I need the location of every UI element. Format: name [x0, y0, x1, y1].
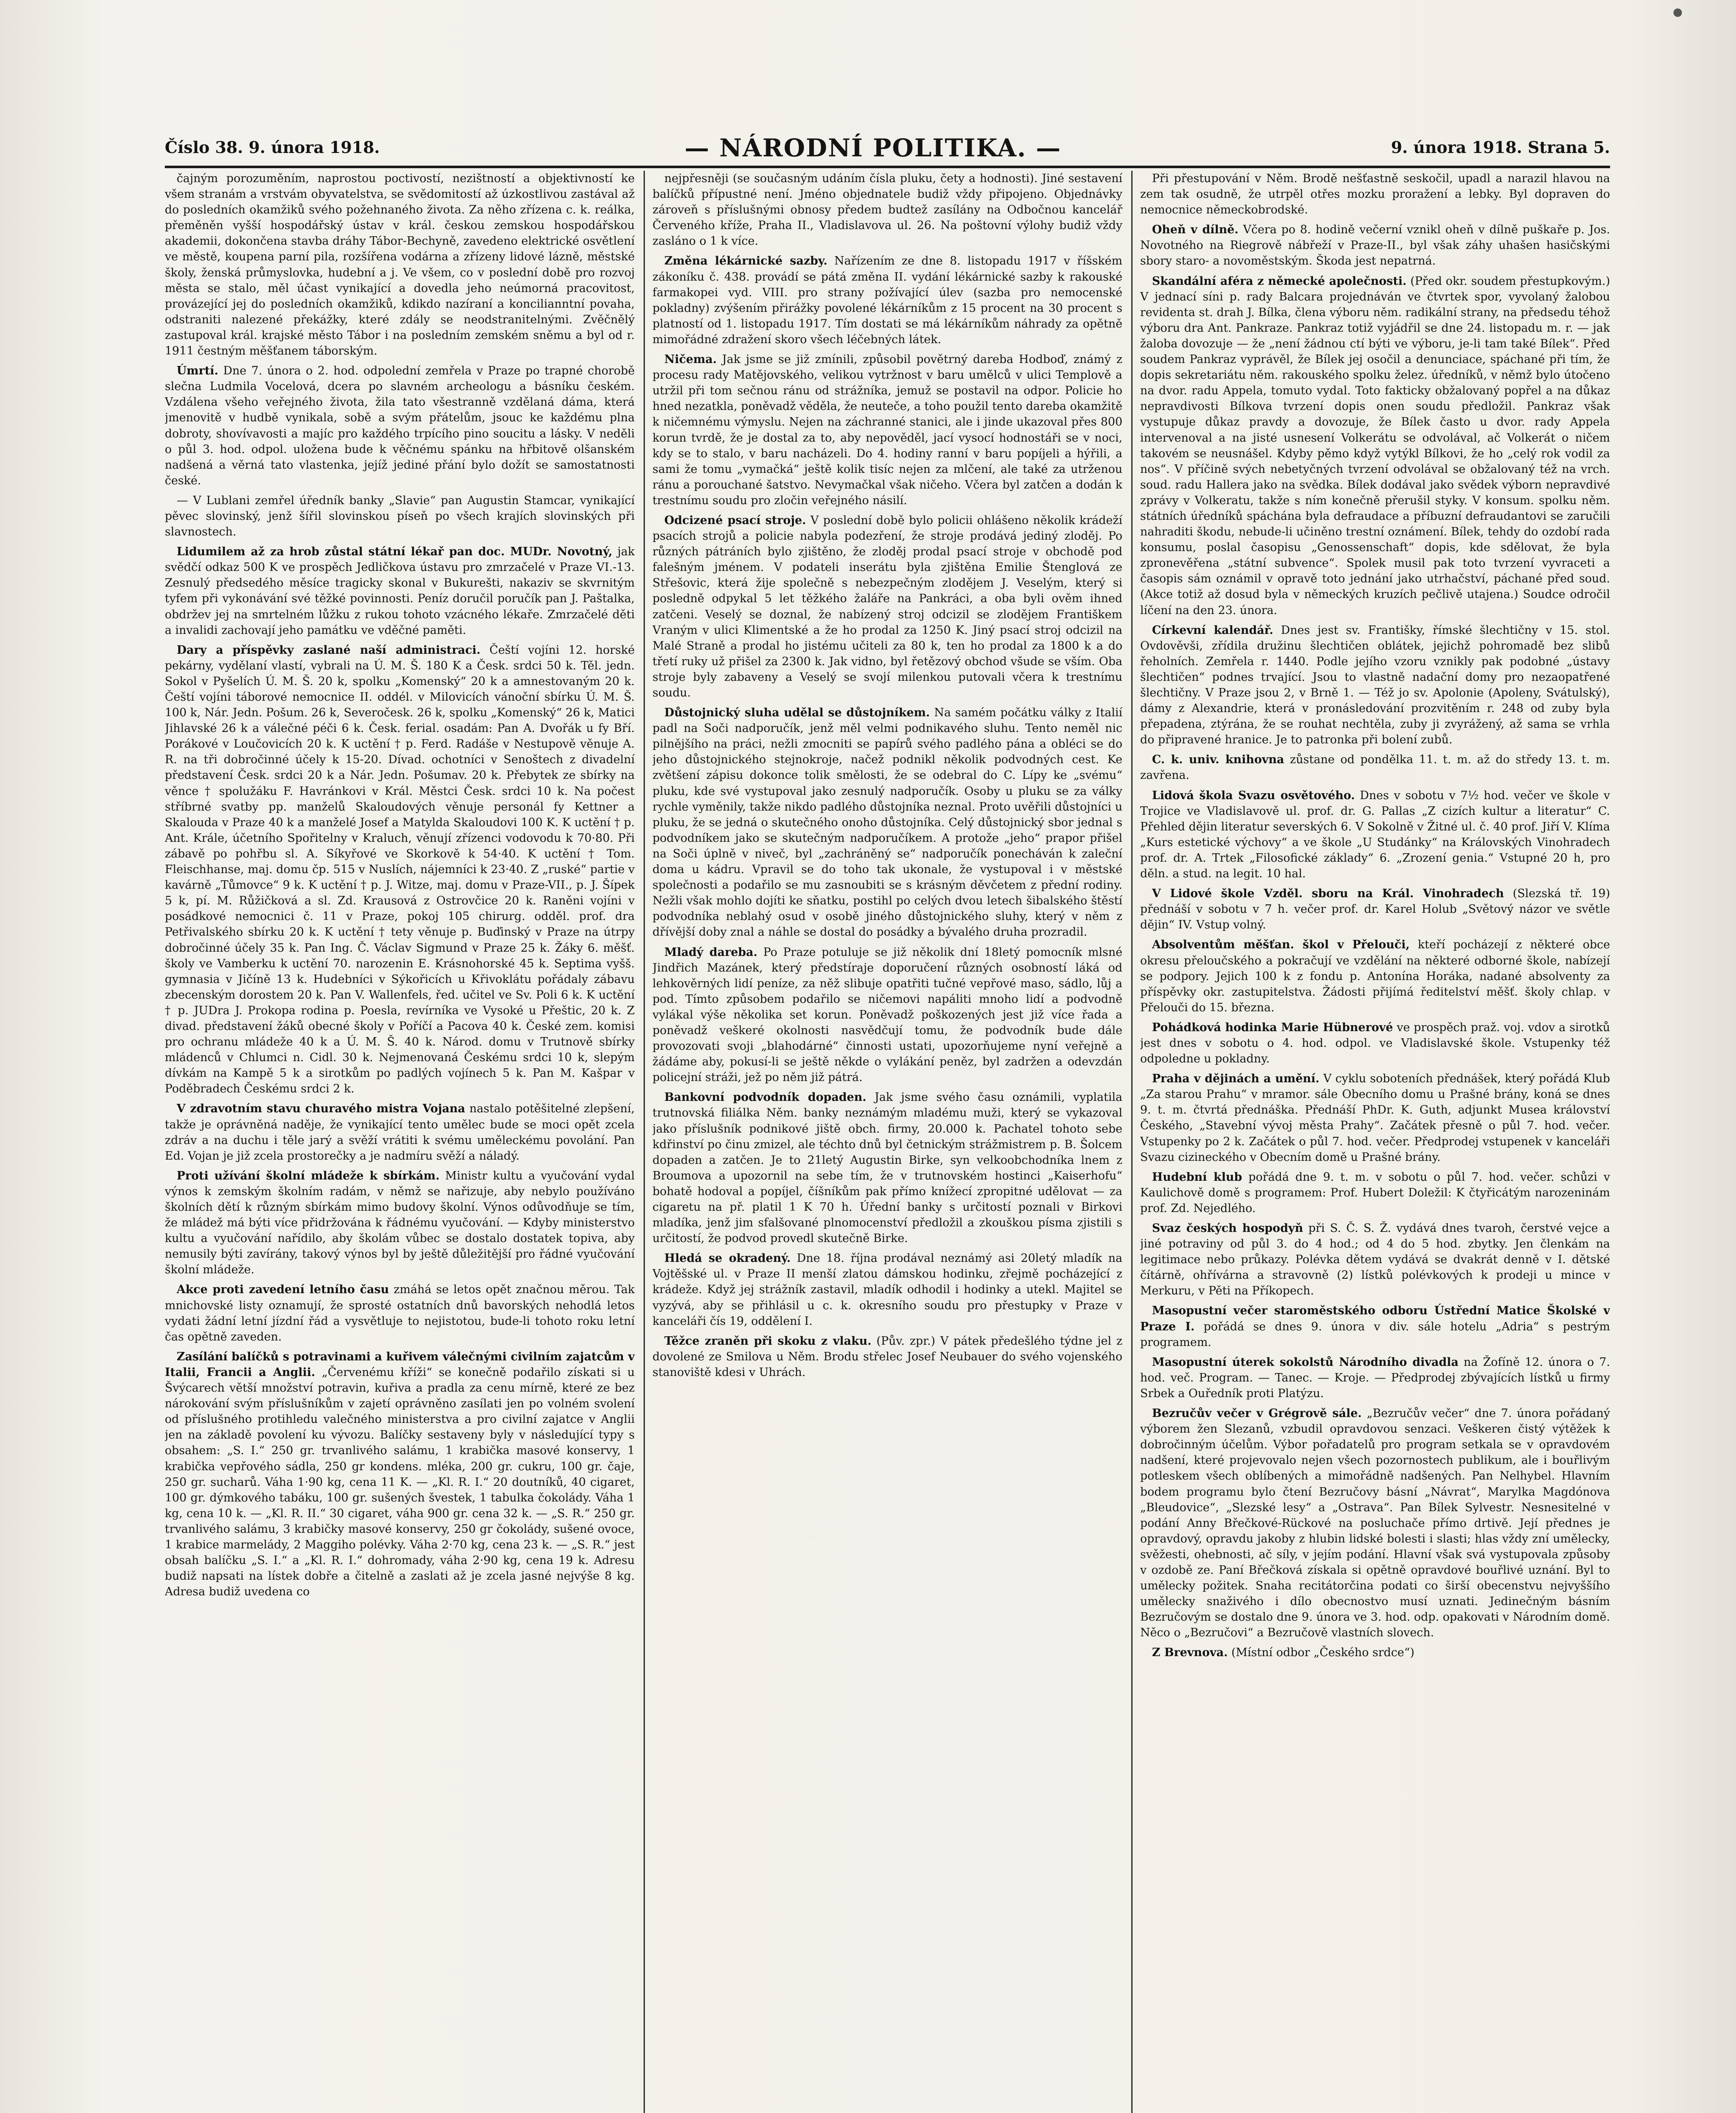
article-text: (Slezská tř. 19) přednáší v sobotu v 7 h. večer prof. dr. Karel Holub „Světový názor ve světle dějin“ IV. Vstup volný.	[1140, 887, 1610, 932]
column-1	[165, 171, 635, 2113]
article-paragraph	[652, 171, 1122, 249]
article-text: Na samém počátku války z Italií padl na Soči nadporučík, jenž měl velmi podnikavého sluhu. Tento neměl nic pilnějšího na práci, nežli zmocniti se papírů svého padlého pána a obléci se do jeho důstojnického stejnokroje, načež podnikl několik podvodných cest. Ke zvětšení zápisu dokonce tolik smělosti, že se odebral do C. Lípy ke „svému“ pluku, kde své vystupoval jako zesnulý nadporučík. Osoby u pluku se za války rychle vyměnily, takže nikdo padlého důstojníka neznal. Proto uvěřili důstojníci u pluku, že se jedná o skutečného onoho důstojníka. Celý důstojnický sbor jednal s podvodníkem jako se skutečným nadporučíkem. A protože „jeho“ prapor přišel na Soči úplně v niveč, byl „zachráněný se“ nadporučík ponecháván k zaleční doma u kádru. Vpravil se do toho tak ukonale, že vystupoval i v městské společnosti a podařilo se mu zasnoubiti se s krásným děvčetem z přední rodiny. Nežli však mohlo dojíti ke sňatku, postihl po celých dvou letech šibalského štěstí podvodníka neblahý osud v osobě jiného důstojnického sluhy, který v něm z dřívější doby znal a náhle se dostal do posádky a bývalého druha prozradil.	[652, 706, 1122, 939]
article-text: „Červenému kříži“ se konečně podařilo získati si u Švýcarech větší množství potravin, kuřiva a pradla za cenu mírně, které ze bez nárokování svým příslušníkům v zajetí oprávněno zasílati jen po volném svolení od příslušného protihledu valečného ministerstva a pro civilní zajatce v Anglii jen na základě povolení ku vývozu. Balíčky sestaveny byly v následující typy s obsahem: „S. I.“ 250 gr. trvanlivého salámu, 1 krabička masové konservy, 1 krabička vepřového sádla, 250 gr kondens. mléka, 200 gr. cukru, 100 gr. čaje, 250 gr. sucharů. Váha 1·90 kg, cena 11 K. — „Kl. R. I.“ 20 doutníků, 40 cigaret, 100 gr. dýmkového tabáku, 100 gr. sušených švestek, 1 tabulka čokolády. Váha 1 kg, cena 10 k. — „Kl. R. II.“ 30 cigaret, váha 900 gr. cena 32 k. — „S. R.“ 250 gr. trvanlivého salámu, 3 krabičky masové konservy, 250 gr čokolády, sušené ovoce, 1 krabice marmelády, 2 Maggiho polévky. Váha 2·70 kg, cena 23 k. — „S. R.“ jest obsah balíčku „S. I.“ a „Kl. R. I.“ dohromady, váha 2·90 kg, cena 19 k. Adresu budiž napsati na lístek dobře a čitelně a zaslati až je zcela jasné nejvýše 8 kg. Adresa budiž uvedena co	[165, 1365, 635, 1599]
article-heading: Církevní kalendář.	[1152, 623, 1273, 637]
article-paragraph	[652, 1089, 1122, 1246]
article-text: kteří pocházejí z některé obce okresu přeloučského a pokračují ve vzdělání na některé odborné škole, nabízejí se podpory. Jejich 100 k z fondu p. Antonína Horáka, nadané absolventy za příspěvky okr. zastupitelstva. Žádosti přijímá ředitelství měšť. školy chlap. v Přelouči do 15. března.	[1140, 938, 1610, 1014]
article-text: nastalo potěšitelné zlepšení, takže je oprávněná naděje, že vynikající tento umělec bude se moci opět zcela zdráv a na duchu i těle jarý a svěží vrátiti k svému uměleckému povolání. Pan Ed. Vojan je již zcela prostorečky a je nadmíru svěží a náladý.	[165, 1102, 635, 1163]
article-text: Čeští vojíni 12. horské pekárny, vydělaní vlastí, vybrali na Ú. M. Š. 180 K a Česk. srdci 50 k. Těl. jedn. Sokol v Pyšelích Ú. M. Š. 20 k, spolku „Komenský“ 20 k a amnestovaným 20 k. Čeští vojíni táborové nemocnice II. oddél. v Milovicích vánoční sbírku Ú. M. Š. 100 k, Nár. Jedn. Pošum. 26 k, Severočesk. 26 k, spolku „Komenský“ 26 k, Matici Jihlavské 26 k a válečné péči 6 k. Česk. ferial. osadám: Pan A. Dvořák u fy Bří. Porákové v Loučovicích 20 k. K uctění † p. Ferd. Radáše v Nestupově věnuje A. R. na tři dobročinné účely k 15-20. Dívad. ochotníci v Senoštech z divadelní představení Česk. srdci 20 k a Nár. Jedn. Pošumav. 20 k. Přebytek ze sbírky na věnce † spolužáku F. Havránkovi v Král. Městci Česk. srdci 10 k. Na počest stříbrné svatby pp. manželů Skaloudových věnuje personál fy Kettner a Skalouda v Praze 40 k a manželé Josef a Matylda Skaloudovi 100 K. K uctění † p. Ant. Krále, účetního Spořitelny v Kraluch, věnují zřízenci vodovodu k 70·80. Při zábavě po pohřbu sl. A. Síkyřové ve Skorkově k 54·40. K uctění † Tom. Fleischhanse, maj. domu čp. 515 v Nuslích, nájemníci k 23·40. Z „ruské“ partie v kavárně „Tůmovce“ 9 k. K uctění † p. J. Witze, maj. domu v Praze-VII., p. J. Šípek 5 k, pí. M. Růžičková a sl. Zd. Krausová z Ostrovčice 20 k. Raněni vojíni v posádkové nemocnici č. 11 v Praze, pokoj 105 chirurg. odděl. prof. dra Petřivalského sbírku 20 k. K uctění † tety věnuje p. Buďinský v Praze na útrpy dobročinné účely 35 k. Pan Ing. Č. Václav Sigmund v Praze 25 k. Žáky 6. měšť. školy ve Vamberku k uctění 70. narozenin E. Krásnohorské 45 k. Septima vyšš. gymnasia v Jičíně 13 k. Hudebníci v Sýkořicích u Křivoklátu pořádaly zábavu zbecenským dorostem 20 k. Pan V. Wallenfels, řed. učitel ve Sv. Poli 6 k. K uctění † p. JUDra J. Prokopa rodina p. Poesla, revírníka ve Vysoké u Přeštic, 20 k. Z divad. představení žáků obecné školy v Poříčí a Pacova 40 k. České zem. komisi pro ochranu mládeže 40 k a Ú. M. Š. 40 k. Národ. domu v Trutnově sbírky mládenců v Chlumci n. Cidl. 30 k. Nejmenovaná Českému srdci 10 k, slepým dívkám na Kampě 5 k a sirotkům po padlých vojínech 5 k. Pan M. Kašpar v Poděbradech Českému srdci 2 k.	[165, 643, 635, 1096]
article-text: Jak jsme se již zmínili, způsobil povětrný dareba Hodboď, známý z procesu rady Matějovského, velikou vytržnost v baru umělců v ulici Templově a utržil při tom sečnou ránu od strážníka, jemuž se postavil na odpor. Policie ho hned nezatkla, poněvadž věděla, že neuteče, a toho použil tento dareba okamžitě k ničemnému výmyslu. Nejen na záchranné stanici, ale i jinde ukazoval přes 800 korun tvrdě, že je dostal za to, aby nepověděl, jací vysocí hodnostáři se v noci, kdy se to stalo, v baru nacházeli. Do 4. hodiny ranní v baru popíjeli a hýřili, a sami že tomu „vymačká“ ještě kolik tisíc nejen za mlčení, ale také za utrženou ránu a porouchané šatstvo. Nevymačkal však ničeho. Včera byl zatčen a dodán k trestnímu soudu pro zločin veřejného násilí.	[652, 353, 1122, 507]
article-heading: V Lidové škole Vzděl. sboru na Král. Vinohradech	[1152, 887, 1504, 901]
article-text: Jak jsme svého času oznámili, vyplatila trutnovská filiálka Něm. banky neznámým mladému muži, který se vykazoval jako příslušník podnikové jiště obch. firmy, 20.000 k. Pachatel tohoto sebe kdřinství po činu zmizel, ale téchto dnů byl četnickým strážmistrem p. B. Šolcem dopaden a zatčen. Je to 21letý Augustin Birke, syn velkoobchodníka lnem z Broumova a upozornil na sebe tím, že v trutnovském hostinci „Kaiserhofu“ bohatě hodoval a popíjel, číšníkům pak přímo knížecí zpropitné udělovat — za cigaretu na př. platil 1 K 70 h. Úřední banky s určitostí poznali v Birkovi mladíka, jenž jim sfalšované plnomocenství předložil a zkouškou písma zjistili s určitostí, že podvod provedl skutečně Birke.	[652, 1091, 1122, 1245]
article-paragraph	[1140, 1071, 1610, 1165]
article-heading: Masopustní večer staroměstského odboru Ústřední Matice Školské v Praze I.	[1140, 1304, 1610, 1333]
issue-date-left: Číslo 38. 9. února 1918.	[165, 138, 380, 157]
article-heading: Mladý dareba.	[664, 945, 758, 959]
masthead-title: — NÁRODNÍ POLITIKA. —	[685, 134, 1062, 162]
article-text: Dne 18. října prodával neznámý asi 20letý mladík na Vojtěšské ul. v Praze II menší zlatou dámskou hodinku, zřejmě pocházející z krádeže. Když jej strážník zastavil, mladík odhodil i hodinky a utekl. Majitel se vyzývá, aby se přihlásil u c. k. okresního soudu pro přestupky v Praze v kanceláři čís 19, oddělení I.	[652, 1252, 1122, 1328]
article-heading: Lidumilem až za hrob zůstal státní lékař pan doc. MUDr. Novotný,	[177, 545, 613, 559]
article-paragraph	[165, 493, 635, 540]
article-paragraph	[165, 171, 635, 359]
article-paragraph	[1140, 1354, 1610, 1401]
article-text: při S. Č. S. Ž. vydává dnes tvaroh, čerstvé vejce a jiné potraviny od půl 3. do 4 hod.; od 4 do 5 hod. zbytky. Jen členkám na legitimace nebo průkazy. Polévka dětem vydává se dvakrát denně v I. dětské čítárně, ohřívárna a stravovně (2) lístků polévkových k prodeji u mince v Merkuru, v Pěti na Příkopech.	[1140, 1222, 1610, 1298]
article-text: Ministr kultu a vyučování vydal výnos k zemským školním radám, v němž se nařizuje, aby nebylo používáno školních dětí k různým sbírkám mimo budovy školní. Výnos odůvodňuje se tím, že mládež má býti více přidržována k řádnému vyučování. — Kdyby ministerstvo kultu a vyučování nařídilo, aby školám vůbec se dostalo dostatek topiva, aby nemusily býti zavírány, takový výnos byl by ještě důležitější pro řádné vyučování školní mládeže.	[165, 1169, 635, 1277]
article-text: na Žofíně 12. února o 7. hod. več. Program. — Tanec. — Kroje. — Předprodej zbývajících lístků u firmy Srbek a Ouředník proti Platýzu.	[1140, 1355, 1610, 1400]
article-heading: Změna lékárnické sazby.	[664, 254, 827, 268]
article-text: Dne 7. února o 2. hod. odpolední zemřela v Praze po trapné chorobě slečna Ludmila Vocelová, dcera po slavném archeologu a básníku českém. Vzdálena všeho veřejného života, žila tato všestranně vzdělaná dáma, která jmenovitě v hudbě vynikala, sobě a svým přátelům, jsouc ke každému plna dobroty, shovívavosti a majíc pro každého trpícího pino soucitu a lásky. V neděli o půl 3. hod. odpol. uložena bude k věčnému spánku na hřbitově olšanském nadšená a věrná tato vlastenka, jejíž jediné přání bylo dožít se samostatnosti české.	[165, 364, 635, 487]
article-text: (Pův. zpr.) V pátek předešlého týdne jel z dovolené ze Smilova u Něm. Brodu střelec Josef Neubauer do svého vojenského stanoviště kdesi v Uhrách.	[652, 1334, 1122, 1379]
column-separator	[1131, 171, 1133, 2113]
article-text: čajným porozuměním, naprostou poctivostí, nezištností a objektivností ke všem stranám a vrstvám obyvatelstva, se svědomitostí až úzkostlivou zastával až do posledních okamžiků svého požehnaného života. Za něho zřízena c. k. reálka, přeměněn vyšší hospodářský ústav v král. českou zemskou hospodářskou akademii, dokončena stavba dráhy Tábor-Bechyně, zavedeno elektrické osvětlení ve městě, koupena parní pila, rozšířena vodárna a zřízeny lidové lázně, městské školy, ženská průmyslovka, hudební a j. Ve všem, co v poslední době pro rozvoj města se stalo, měl účast vynikající a dovedla jeho neúmorná pracovitost, provázející jej do posledních okamžiků, kdikdo nazíraní a koncilianntní povaha, odstraniti nalezené překážky, které zdály se neodstranitelnými. Zvěčnělý zastupoval král. krajské město Tábor i na posledním zemském sněmu a byl od r. 1911 čestným měšťanem táborským.	[165, 172, 635, 358]
article-heading: Svaz českých hospodyň	[1152, 1222, 1303, 1235]
article-heading: Praha v dějinách a umění.	[1152, 1072, 1320, 1086]
article-heading: Skandální aféra z německé apolečnosti.	[1152, 274, 1407, 288]
article-paragraph	[1140, 788, 1610, 882]
article-heading: Akce proti zavedení letního času	[177, 1283, 389, 1297]
article-text: Dnes v sobotu v 7½ hod. večer ve škole v Trojice ve Vladislavově ul. prof. dr. G. Pallas „Z cizích kultur a literatur“ C. Přehled dějin literatur severských 6. V Sokolně v Žitné ul. č. 40 prof. Jiří V. Klíma „Kurs estetické výchovy“ a ve škole „U Studánky“ na Královských Vinohradech prof. dr. A. Trtek „Filosofické základy“ 6. „Zrození genia.“ Vstupné 20 h, pro děln. a stud. na legit. 10 hal.	[1140, 789, 1610, 881]
article-paragraph	[652, 945, 1122, 1086]
header-rule	[165, 166, 1610, 168]
article-heading: Ničema.	[664, 353, 717, 366]
article-text: V poslední době bylo policii ohlášeno několik krádeží psacích strojů a policie nabyla podezření, že stroje prodává jediný zloděj. Po různých pátráních bylo zjištěno, že zloděj prodal psací stroje v obchodě pod falešným jménem. V podateli inserátu byla zjištěna Emilie Štenglová ze Střešovic, která žije společně s nebezpečným zlodějem J. Veselým, který si posledně odpykal 5 let těžkého žaláře na Pankráci, a oba byli ověm ihned zatčeni. Veselý se doznal, že nabízený stroj odcizil se zlodějem Františkem Vraným v ulici Klimentské a že ho prodal za 1250 K. Jiný psací stroj odcizil na Malé Straně a prodal ho jistému učiteli za 80 k, ten ho prodal za 1800 k a do třetí ruky už přišel za 2300 k. Jak vidno, byl řetězový obchod všude se vším. Oba stroje byly zabaveny a Veselý se svojí milenkou putovali včera k trestnímu soudu.	[652, 513, 1122, 699]
article-text: — V Lublani zemřel úředník banky „Slavie“ pan Augustin Stamcar, vynikající pěvec slovinský, jenž šířil slovinskou píseň po všech krajích slovinských při slavnostech.	[165, 494, 635, 539]
article-paragraph	[652, 253, 1122, 347]
article-heading: C. k. univ. knihovna	[1152, 753, 1284, 767]
article-paragraph	[165, 1282, 635, 1344]
column-separator	[644, 171, 645, 2113]
article-heading: Oheň v dílně.	[1152, 223, 1239, 237]
article-paragraph	[1140, 1645, 1610, 1660]
article-paragraph	[165, 642, 635, 1097]
article-text: Dnes jest sv. Františky, římské šlechtičny v 15. stol. Ovdověvši, zřídila družinu šlechtičen oblátek, jejichž pohromadě bez slibů řeholních. Zemřela r. 1440. Podle jejího vzoru vznikly pak podobné „ústavy šlechtičen“ podnes trvající. Jsou to vlastně nadační domy pro nezaopatřené šlechtičny. V Praze jsou 2, v Brně 1. — Též jo sv. Apolonie (Apoleny, Svátulský), dámy z Alexandrie, která v pronásledování prozvitěním r. 248 od zuby byla přepadena, ztýrána, že se rouhat nechtěla, zuby ji zvyrážený, až sama se vrhla do připravené hranice. Je to patronka při bolení zubů.	[1140, 623, 1610, 747]
article-paragraph	[652, 1333, 1122, 1380]
article-paragraph	[1140, 222, 1610, 269]
article-heading: Důstojnický sluha udělal se důstojníkem.	[664, 706, 930, 720]
article-heading: Odcizené psací stroje.	[664, 513, 806, 527]
article-heading: Z Brevnova.	[1152, 1646, 1228, 1660]
article-paragraph	[165, 1101, 635, 1163]
article-paragraph	[652, 513, 1122, 701]
article-paragraph	[652, 705, 1122, 940]
article-paragraph	[165, 1168, 635, 1278]
article-paragraph	[1140, 1303, 1610, 1350]
article-paragraph	[1140, 273, 1610, 618]
article-text: Při přestupování v Něm. Brodě nešťastně seskočil, upadl a narazil hlavou na zem tak osudně, že utrpěl otřes mozku proražení a lebky. Byl dopraven do nemocnice německobrodské.	[1140, 172, 1610, 217]
article-paragraph	[165, 363, 635, 489]
article-paragraph	[1140, 937, 1610, 1015]
article-heading: Hledá se okradený.	[664, 1252, 791, 1265]
article-paragraph	[1140, 1169, 1610, 1216]
article-text: Nařízením ze dne 8. listopadu 1917 v říšském zákoníku č. 438. provádí se pátá změna II. vydání lékárnické sazby k rakouské farmakopei vyd. VIII. pro strany požívající úlev (sazba pro nemocenské pokladny) zvýšením přirážky povolené lékárníkům z 15 procent na 30 procent s platností od 1. listopadu 1917. Tím dostati se má lékárníkům náhrady za opětně mimořádné zdražení skoro všech léčebných látek.	[652, 254, 1122, 346]
article-text: zůstane od pondělka 11. t. m. až do středy 13. t. m. zavřena.	[1140, 753, 1610, 782]
article-paragraph	[652, 352, 1122, 508]
article-heading: Těžce zraněn při skoku z vlaku.	[664, 1334, 872, 1348]
article-text: (Před okr. soudem přestupkovým.) V jednací síni p. rady Balcara projednáván ve čtvrtek spor, vyvolaný žalobou revidenta st. drah J. Bílka, člena výboru něm. radikální strany, na předsedu téhož výboru dra Ant. Pankraze. Pankraz totiž vyjádřil se dne 24. listopadu m. r. — jak žaloba dovozuje — že „není žádnou ctí býti ve výboru, je-li tam také Bílek“. Před soudem Pankraz vyprávěl, že Bílek jej osočil a denunciace, spáchané při tím, že dopis sekretariátu něm. rakouského spolku želez. úředníků, v němž bylo útočeno na dvor. radu Appela, tomuto vydal. Toto fakticky obžalovaný popřel a na důkaz nepravdivosti Bílkova tvrzení dopis onen soudu předložil. Pankraz však vystupuje důkaz pravdy a dovozuje, že Bílek často u dvor. rady Appela intervenoval a na jisté usnesení Volkerátu se odvolával, ač Volkerát o ničem takovém se neusnášel. Kdyby pěmo když vytýkl Bílkovi, že ho „celý rok vodil za nos“. V příčině svých nebetyčných tvrzení odvolával se obžalovaný též na vrch. soud. radu Hallera jako na svědka. Bílek dodával jako svědek výborn nepravdivé zprávy v Volkeratu, takže s ním konečně přerušil styky. V konsum. spolku něm. státních úředníků spáchána byla defraudace a příbuzní defraudantovi se zaručili nahraditi škodu, nebude-li učiněno trestní oznámení. Bílek, tehdy do ozdobí rada konsumu, poslal časopisu „Genossenschaft“ dopis, kde sdělovat, že byla zpronevěřena „státní subvence“. Spolek musil pak toto tvrzení vyvraceti a časopis sám oznámil v opravě toto jednání jako utrhačství, páchané před soud. (Akce totiž až dosud byla v německých kruzích pečlivě utajena.) Soudce odročil líčení na den 23. února.	[1140, 274, 1610, 617]
column-2	[652, 171, 1122, 2113]
article-heading: Bankovní podvodník dopaden.	[664, 1091, 867, 1104]
page-number-right: 9. února 1918. Strana 5.	[1391, 138, 1610, 157]
column-3	[1140, 171, 1610, 2113]
article-paragraph	[1140, 1406, 1610, 1641]
article-heading: Hudební klub	[1152, 1170, 1242, 1184]
article-paragraph	[1140, 622, 1610, 748]
article-paragraph	[1140, 1220, 1610, 1299]
article-text: zmáhá se letos opět značnou měrou. Tak mnichovské listy oznamují, že sprosté ostatních dnů bavorských nehodlá letos vydati žádní letní jízdní řád a vysvětluje to nejistotou, bude-li tohoto roku letní čas opětně zaveden.	[165, 1283, 635, 1343]
article-heading: Masopustní úterek sokolstů Národního divadla	[1152, 1355, 1459, 1369]
article-text: pořádá dne 9. t. m. v sobotu o půl 7. hod. večer. schůzi v Kaulichově domě s programem: Prof. Hubert Doležil: K čtyřicátým narozeninám prof. Zd. Nejedlého.	[1140, 1170, 1610, 1215]
article-text: ve prospěch praž. voj. vdov a sirotků jest dnes v sobotu o 4. hod. odpol. ve Vladislavské škole. Vstupenky též odpoledne u pokladny.	[1140, 1021, 1610, 1066]
article-heading: Zasílání balíčků s potravinami a kuřivem válečnými civilním zajatcům v Italii, Francii a Anglii.	[165, 1350, 635, 1379]
article-heading: Absolventům měšťan. škol v Přelouči,	[1152, 938, 1410, 952]
article-text: V cyklu soboteních přednášek, který pořádá Klub „Za starou Prahu“ v mramor. sále Obecního domu u Prašné brány, koná se dnes 9. t. m. čtvrtá přednáška. Přednáší PhDr. K. Guth, adjunkt Musea království Českého, „Stavební vývoj města Prahy“. Začátek přesně o půl 7. hod. večer. Vstupenky po 2 k. Začátek o půl 7. hod. večer. Předprodej vstupenek v kanceláři Svazu cizineckého v Obecním domě u Prašné brány.	[1140, 1072, 1610, 1164]
article-text: (Místní odbor „Českého srdce“)	[1231, 1646, 1415, 1660]
article-text: nejpřesněji (se současným udáním čísla pluku, čety a hodnosti). Jiné sestavení balíčků přípustné není. Jméno objednatele budiž vždy připojeno. Objednávky zároveň s příslušnými obnosy předem budtež zasílány na Odbočnou kancelář Červeného kříže, Praha II., Vladislavova ul. 26. Na poštovní výlohy budiž vždy zasláno o 1 k více.	[652, 172, 1122, 248]
article-paragraph	[1140, 752, 1610, 783]
article-paragraph	[652, 1250, 1122, 1329]
article-paragraph	[165, 544, 635, 638]
article-paragraph	[165, 1349, 635, 1600]
article-text: jak svědčí odkaz 500 K ve prospěch Jedličkova ústavu pro zmrzačelé v Praze VI.-13. Zesnulý předsedého měsíce tragicky skonal v Bukurešti, nakaziv se skvrnitým tyfem při vykonávání své těžké povinnosti. Peníz doručil poručík pan J. Paštalka, obdržev jej na smrtelném lůžku z rukou tohoto vzácného lékaře. Zmrzačelé děti a invalidi zachovají jeho památku ve vděčné paměti.	[165, 545, 635, 637]
article-heading: Pohádková hodinka Marie Hübnerové	[1152, 1021, 1393, 1034]
article-text: pořádá se dnes 9. února v div. sále hotelu „Adria“ s pestrým programem.	[1140, 1320, 1610, 1349]
article-heading: Dary a příspěvky zaslané naší administraci.	[177, 643, 480, 657]
article-heading: Lidová škola Svazu osvětového.	[1152, 789, 1355, 802]
article-text: Po Praze potuluje se již několik dní 18letý pomocník mlsné Jindřich Mazánek, který předstíraje doporučení různých osobností láká od lehkověrných lidí peníze, za něž slibuje opatřiti tučné vepřové maso, sádlo, lůj a pod. Tímto způsobem podařilo se ničemovi napáliti mnoho lidí a podvodně vylákal výše několika set korun. Poněvadž poškozených jest již více řada a poněvadž veškeré okolnosti nasvědčují tomu, že podvodník bude dále provozovati svoji „blahodárné“ činnosti ustati, upozorňujeme nyní veřejně a žádáme aby, pokusí-li se ještě někde o vylákání peněz, byl zadržen a odevzdán policejní stráži, jež po něm již pátrá.	[652, 945, 1122, 1084]
article-heading: Úmrtí.	[177, 364, 218, 378]
article-paragraph	[1140, 1020, 1610, 1067]
article-paragraph	[1140, 886, 1610, 933]
binding-hole	[1673, 8, 1682, 17]
article-heading: Bezručův večer v Grégrově sále.	[1152, 1407, 1362, 1420]
article-text: Včera po 8. hodině večerní vznikl oheň v dílně puškaře p. Jos. Novotného na Riegrově nábřeží v Praze-II., byl však záhy uhašen hasičskými sbory staro- a novoměstským. Škoda jest nepatrná.	[1140, 223, 1610, 268]
article-heading: V zdravotním stavu churavého mistra Vojana	[177, 1102, 465, 1116]
article-paragraph	[1140, 171, 1610, 218]
article-text: „Bezručův večer“ dne 7. února pořádaný výborem žen Slezanů, vzbudil opravdovou senzaci. Veškeren čistý výtěžek k dobročinným účelům. Výbor pořadatelů pro program setkala se v opravdovém nadšení, které projevovalo nejen všech pozornostech publikum, ale i bouřlivým potleskem všech oblíbených a mimořádně nadšených. Pan Nelhybel. Hlavním bodem programu bylo čtení Bezručovy básní „Návrat“, Marylka Magdónova „Bleudovice“, „Slezské lesy“ a „Ostrava“. Pan Bílek Sylvestr. Nesnesitelné v podání Anny Břečkové-Rückové na posluchače přímo drtivě. Její přednes je opravdový, opravdu jakoby z hlubin lidské bolesti i slasti; hlas vždy zní umělecky, svěžesti, ohebnosti, ač síly, v jejím podání. Hlavní však svá vystupovala způsoby v ozdobě ze. Paní Břečková získala si opětně opravdové bouřlivé uznání. Byl to umělecky požitek. Snaha recitátorčina podati co širší obecenstvu nejvyššího umělecky snaživého i dílo obecnostvo musí uznati. Jedinečným básním Bezručovým se dostalo dne 9. února ve 3. hod. odp. opakovati v Národním domě. Něco o „Bezručovi“ a Bezručově vlastních slovech.	[1140, 1407, 1610, 1640]
article-heading: Proti užívání školní mládeže k sbírkám.	[177, 1169, 440, 1182]
